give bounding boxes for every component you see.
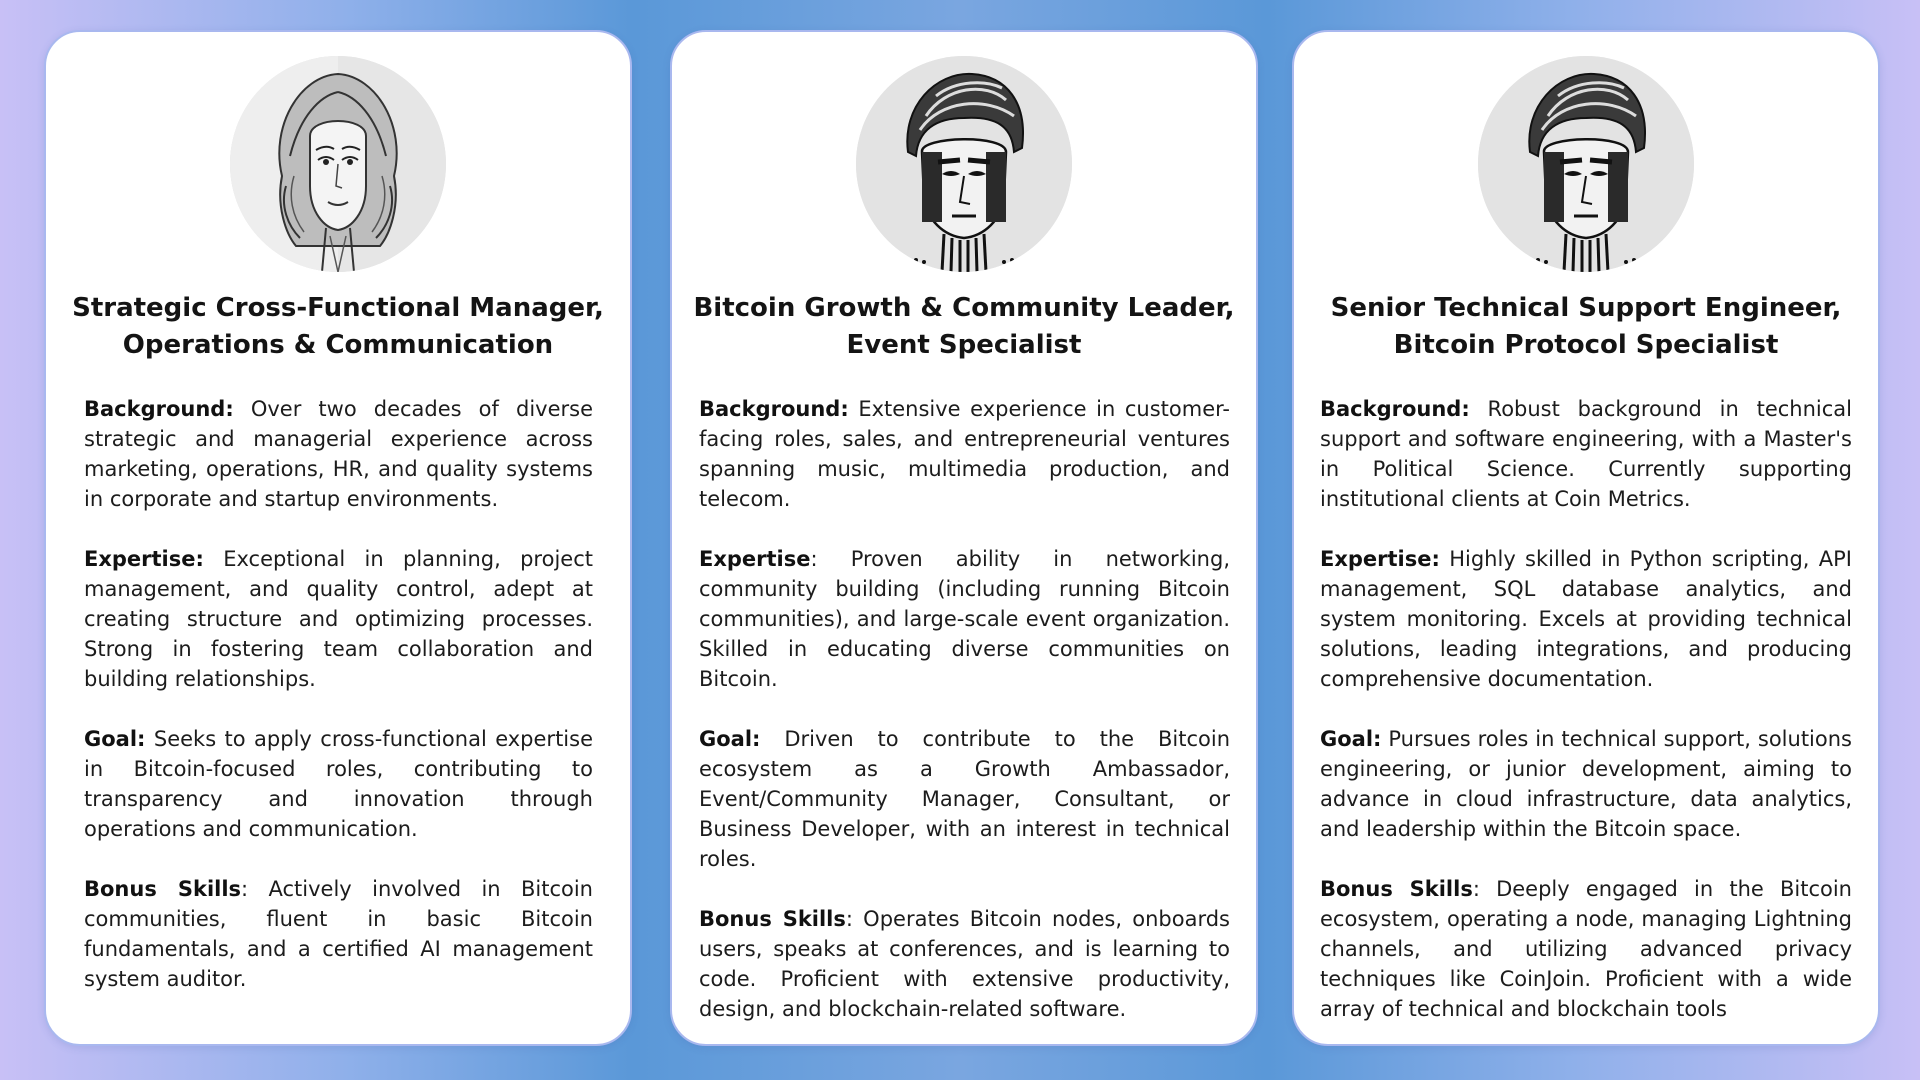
expertise-paragraph <box>699 544 1230 694</box>
expertise-label: Expertise <box>699 547 811 571</box>
bonus-paragraph <box>699 904 1230 1024</box>
card-title <box>46 290 630 364</box>
card-title <box>672 290 1256 364</box>
expertise-paragraph <box>1320 544 1852 694</box>
background-label: Background: <box>1320 397 1470 421</box>
goal-text: Driven to contribute to the Bitcoin ecosystem as a Growth Ambassador, Event/Community Manager, Consultant, or Business Developer, with an interest in technical roles. <box>699 727 1230 871</box>
card-title-line1: Strategic Cross-Functional Manager, <box>72 293 604 323</box>
background-paragraph <box>1320 394 1852 514</box>
background-paragraph <box>699 394 1230 514</box>
background-label: Background: <box>699 397 849 421</box>
card-title-line1: Senior Technical Support Engineer, <box>1330 293 1842 323</box>
background-text: Robust background in technical support and software engineering, with a Master's in Political Science. Currently supporting institutional clients at Coin Metrics. <box>1320 397 1852 511</box>
expertise-paragraph <box>84 544 593 694</box>
bonus-label: Bonus Skills <box>699 907 846 931</box>
goal-text: Seeks to apply cross-functional expertise in Bitcoin-focused roles, contributing to transparency and innovation through operations and communication. <box>84 727 593 841</box>
card-body <box>84 394 593 1024</box>
bonus-label: Bonus Skills <box>84 877 242 901</box>
profile-card-3 <box>1292 30 1880 1046</box>
card-title <box>1294 290 1878 364</box>
card-body <box>699 394 1230 1054</box>
expertise-text: Exceptional in planning, project management, and quality control, adept at creating structure and optimizing processes. Strong in fostering team collaboration and building relationships. <box>84 547 593 691</box>
background-label: Background: <box>84 397 234 421</box>
card-body <box>1320 394 1852 1054</box>
bonus-text: : Deeply engaged in the Bitcoin ecosystem, operating a node, managing Lightning channels, and utilizing advanced privacy techniques like CoinJoin. Proficient with a wide array of technical and blockchain tools <box>1320 877 1852 1021</box>
goal-paragraph <box>699 724 1230 874</box>
expertise-label: Expertise: <box>1320 547 1440 571</box>
card-title-line1: Bitcoin Growth & Community Leader, <box>693 293 1235 323</box>
man-portrait-icon <box>856 56 1072 272</box>
card-title-line2: Event Specialist <box>846 330 1082 360</box>
man-portrait-icon <box>1478 56 1694 272</box>
background-paragraph <box>84 394 593 514</box>
expertise-text: Highly skilled in Python scripting, API management, SQL database analytics, and system monitoring. Excels at providing technical solutions, leading integrations, and producing comprehensive documentation. <box>1320 547 1852 691</box>
bonus-label: Bonus Skills <box>1320 877 1473 901</box>
background-text: Over two decades of diverse strategic and managerial experience across marketing, operations, HR, and quality systems in corporate and startup environments. <box>84 397 593 511</box>
woman-portrait-icon <box>230 56 446 272</box>
expertise-text: : Proven ability in networking, community building (including running Bitcoin communities), and large-scale event organization. Skilled in educating diverse communities on Bitcoin. <box>699 547 1230 691</box>
card-title-line2: Bitcoin Protocol Specialist <box>1393 330 1779 360</box>
bonus-text: : Operates Bitcoin nodes, onboards users, speaks at conferences, and is learning to code. Proficient with extensive productivity, design, and blockchain-related software. <box>699 907 1230 1021</box>
goal-label: Goal: <box>1320 727 1382 751</box>
goal-label: Goal: <box>699 727 761 751</box>
goal-paragraph <box>1320 724 1852 844</box>
background-text: Extensive experience in customer-facing roles, sales, and entrepreneurial ventures spanning music, multimedia production, and telecom. <box>699 397 1230 511</box>
profile-card-2 <box>670 30 1258 1046</box>
goal-label: Goal: <box>84 727 146 751</box>
profile-card-1 <box>44 30 632 1046</box>
bonus-paragraph <box>1320 874 1852 1024</box>
card-title-line2: Operations & Communication <box>122 330 554 360</box>
bonus-text: : Actively involved in Bitcoin communities, fluent in basic Bitcoin fundamentals, and a certified AI management system auditor. <box>84 877 593 991</box>
goal-paragraph <box>84 724 593 844</box>
expertise-label: Expertise: <box>84 547 204 571</box>
bonus-paragraph <box>84 874 593 994</box>
goal-text: Pursues roles in technical support, solutions engineering, or junior development, aiming to advance in cloud infrastructure, data analytics, and leadership within the Bitcoin space. <box>1320 727 1852 841</box>
